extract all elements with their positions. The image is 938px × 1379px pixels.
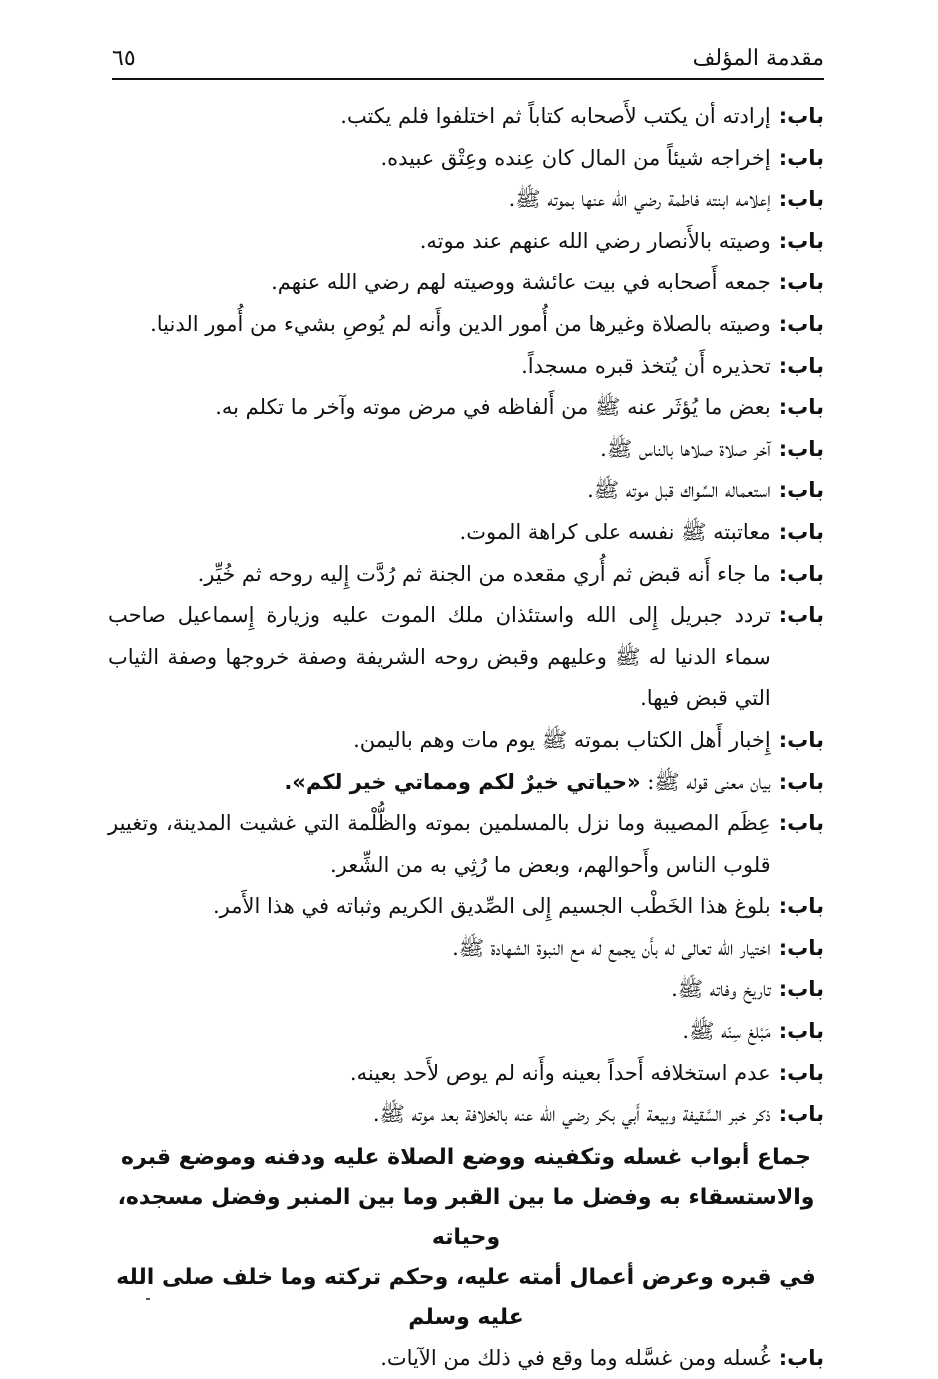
- entry-label: باب:: [778, 769, 824, 794]
- entry-label: باب:: [778, 436, 824, 461]
- list-item: [108, 470, 824, 512]
- list-item: [108, 720, 824, 762]
- chapter-list: [108, 96, 824, 1379]
- entry-text: استعماله السِّواك قبل موته ﷺ.: [587, 478, 771, 503]
- entry-text: تاريخ وفاته ﷺ.: [671, 977, 771, 1002]
- entry-label: باب:: [778, 145, 824, 170]
- entry-text: تحذيره أَن يُتخذ قبره مسجداً.: [521, 353, 771, 378]
- page-number: ٦٥: [112, 46, 136, 71]
- list-item: [108, 1338, 824, 1379]
- header-rule: [112, 78, 824, 80]
- list-item: [108, 346, 824, 388]
- entry-label: باب:: [778, 935, 824, 960]
- entry-text: وصيته بالصلاة وغيرها من أُمور الدين وأَنه لم يُوصِ بشيء من أُمور الدنيا.: [150, 311, 771, 336]
- list-item: [108, 512, 824, 554]
- list-item: [108, 1053, 824, 1095]
- entry-label: باب:: [778, 311, 824, 336]
- list-item: [108, 762, 824, 804]
- list-item: [108, 138, 824, 180]
- entry-text: بلوغ هذا الخَطْب الجسيم إِلى الصِّديق الكريم وثباته في هذا الأَمر.: [212, 894, 771, 919]
- list-item: [108, 387, 824, 429]
- entry-text: وصيته بالأَنصار رضي الله عنهم عند موته.: [419, 228, 771, 253]
- page-header: [112, 40, 824, 80]
- entry-label: باب:: [778, 187, 824, 212]
- entry-text: عدم استخلافه أَحداً بعينه وأَنه لم يوص لأَحد بعينه.: [349, 1060, 771, 1085]
- entry-label: باب:: [778, 395, 824, 420]
- entry-label: باب:: [778, 228, 824, 253]
- list-item: [108, 179, 824, 221]
- entry-label: باب:: [778, 270, 824, 295]
- entry-text: ما جاء أَنه قبض ثم أُري مقعده من الجنة ثم رُدَّت إِليه روحه ثم خُيِّر.: [197, 561, 771, 586]
- entry-text: [108, 762, 771, 804]
- list-item: [108, 803, 824, 886]
- entry-text: اختيار الله تعالى له بأَن يجمع له مع النبوة الشهادة ﷺ.: [452, 935, 771, 960]
- entry-label: باب:: [778, 727, 824, 752]
- entry-text: جمعه أَصحابه في بيت عائشة ووصيته لهم رضي الله عنهم.: [271, 270, 771, 295]
- entry-text: ذكر خبر السَّقيفة وبيعة أَبي بكر رضي الله عنه بالخلافة بعد موته ﷺ.: [372, 1102, 771, 1127]
- running-title: مقدمة المؤلف: [692, 46, 824, 71]
- list-item: [108, 928, 824, 970]
- entry-label: باب:: [778, 894, 824, 919]
- entry-text: إِخبار أَهل الكتاب بموته ﷺ يوم مات وهم باليمن.: [353, 727, 771, 752]
- entry-label: باب:: [778, 1060, 824, 1085]
- entry-text: تردد جبريل إِلى الله واستئذان ملك الموت عليه وزيارة إِسماعيل صاحب سماء الدنيا له ﷺ وعليهم وقبض روحه الشريفة وصفة خروجها وصفة الثياب التي قبض فيها.: [108, 603, 771, 711]
- list-item: [108, 262, 824, 304]
- entry-label: باب:: [778, 519, 824, 544]
- entry-text: عِظَم المصيبة وما نزل بالمسلمين بموته والظُّلْمة التي غشيت المدينة، وتغيير قلوب الناس وأَحوالهم، وبعض ما رُثِي به من الشِّعر.: [108, 811, 771, 877]
- entry-text: آخر صلاة صلاها بالناس ﷺ.: [600, 436, 771, 461]
- entry-text: إرادته أن يكتب لأَصحابه كتاباً ثم اختلفوا فلم يكتب.: [340, 104, 771, 128]
- entry-label: باب:: [778, 104, 824, 128]
- section-heading-line: والاستسقاء به وفضل ما بين القبر وما بين المنبر وفضل مسجده، وحياته: [117, 1184, 815, 1250]
- entry-label: باب:: [778, 561, 824, 586]
- entry-label: باب:: [778, 1019, 824, 1044]
- entry-text: مَبْلغ سِنّه ﷺ.: [682, 1019, 771, 1044]
- entry-label: باب:: [778, 1102, 824, 1127]
- list-item: [108, 96, 824, 138]
- list-item: [108, 221, 824, 263]
- list-item: [108, 969, 824, 1011]
- section-heading-line: جماع أبواب غسله وتكفينه ووضع الصلاة عليه ودفنه وموضع قبره: [121, 1144, 811, 1170]
- list-item: [108, 1011, 824, 1053]
- hadith-quote: «حياتي خيرٌ لكم ومماتي خير لكم».: [284, 769, 641, 794]
- entry-text: معاتبته ﷺ نفسه على كراهة الموت.: [459, 519, 771, 544]
- entry-text: إعلامه ابنته فاطمة رضي الله عنها بموته ﷺ.: [508, 187, 771, 212]
- list-item: [108, 595, 824, 720]
- scan-speck: [146, 1298, 150, 1300]
- list-item: [108, 886, 824, 928]
- entry-text: بعض ما يُؤثَر عنه ﷺ من أَلفاظه في مرض موته وآخر ما تكلم به.: [215, 395, 771, 420]
- section-heading: [108, 1136, 824, 1338]
- entry-label: باب:: [778, 1345, 824, 1370]
- list-item: [108, 554, 824, 596]
- entry-label: باب:: [778, 603, 824, 628]
- entry-text: غُسله ومن غسَّله وما وقع في ذلك من الآيات.: [380, 1345, 771, 1370]
- list-item: [108, 429, 824, 471]
- entry-text-lead: بيان معنى قوله ﷺ:: [640, 769, 771, 794]
- entry-label: باب:: [778, 977, 824, 1002]
- entry-label: باب:: [778, 811, 824, 836]
- list-item: [108, 304, 824, 346]
- entry-label: باب:: [778, 353, 824, 378]
- list-item: [108, 1094, 824, 1136]
- entry-text: إخراجه شيئاً من المال كان عِنده وعِتْق عبيده.: [380, 145, 771, 170]
- entry-label: باب:: [778, 478, 824, 503]
- section-heading-line: في قبره وعرض أعمال أمته عليه، وحكم تركته وما خلف صلى الله عليه وسلم: [116, 1264, 816, 1330]
